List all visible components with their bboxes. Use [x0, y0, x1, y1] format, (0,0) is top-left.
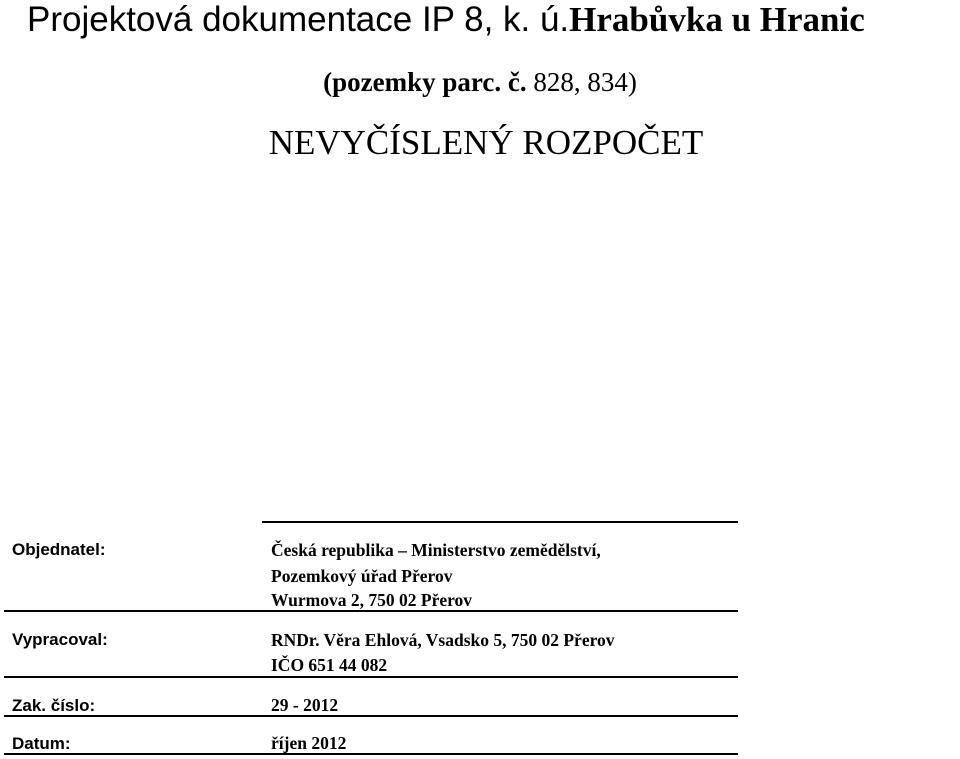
- zak-cislo-label: Zak. číslo:: [12, 696, 96, 715]
- title-project-part: Projektová dokumentace IP 8, k. ú.: [27, 0, 570, 39]
- vypracoval-line-2: IČO 651 44 082: [271, 655, 388, 675]
- budget-heading: NEVYČÍSLENÝ ROZPOČET: [268, 123, 704, 162]
- vypracoval-line-1: RNDr. Věra Ehlová, Vsadsko 5, 750 02 Přerov: [271, 630, 615, 650]
- objednatel-line-2: Pozemkový úřad Přerov: [271, 566, 453, 586]
- divider-zak: [4, 715, 738, 717]
- subtitle-parcel-prefix: (pozemky parc. č.: [323, 67, 527, 97]
- datum-value: říjen 2012: [271, 733, 347, 753]
- document-subtitle: [0, 66, 960, 98]
- objednatel-line-3: Wurmova 2, 750 02 Přerov: [271, 590, 473, 610]
- datum-label: Datum:: [12, 734, 71, 753]
- divider-vypracoval: [4, 676, 738, 678]
- divider-objednatel: [4, 610, 738, 612]
- zak-cislo-value: 29 - 2012: [271, 695, 339, 715]
- divider-bottom: [4, 753, 738, 755]
- objednatel-line-1: Česká republika – Ministerstvo zemědělství,: [271, 540, 601, 560]
- subtitle-parcel-numbers: 828, 834): [526, 67, 637, 97]
- title-location-part: Hrabůvka u Hranic: [569, 0, 865, 39]
- vypracoval-label: Vypracoval:: [12, 630, 108, 649]
- divider-top: [262, 521, 738, 523]
- document-title: [27, 0, 865, 40]
- objednatel-label: Objednatel:: [12, 540, 106, 559]
